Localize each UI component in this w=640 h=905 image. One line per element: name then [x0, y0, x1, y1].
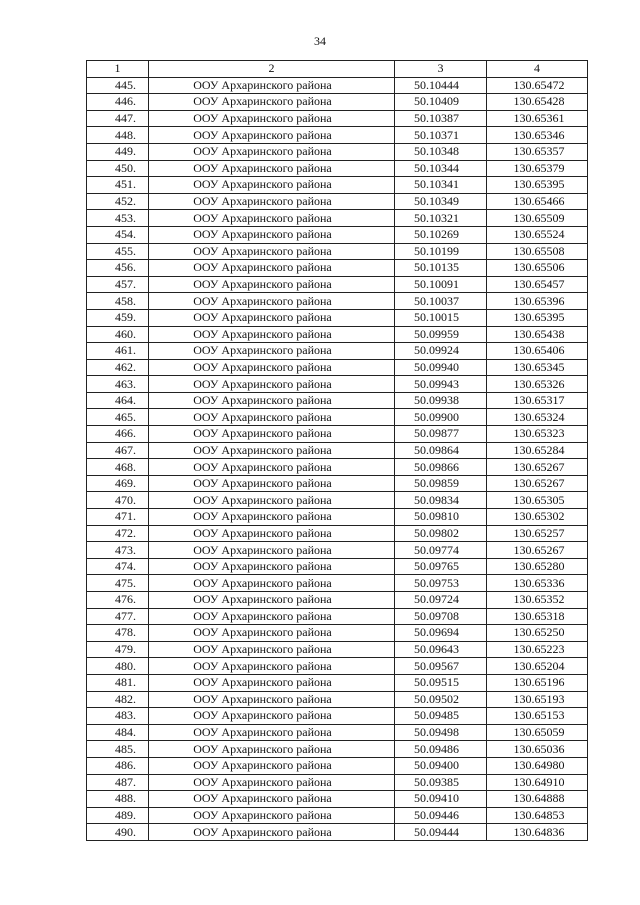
- row-number: 481.: [87, 674, 149, 691]
- row-number: 488.: [87, 791, 149, 808]
- organization-name: ООУ Архаринского района: [149, 359, 395, 376]
- row-number: 457.: [87, 276, 149, 293]
- table-row: [87, 774, 588, 791]
- longitude-value: 130.65326: [487, 376, 588, 393]
- table-row: [87, 542, 588, 559]
- organization-name: ООУ Архаринского района: [149, 708, 395, 725]
- latitude-value: 50.09643: [395, 641, 487, 658]
- organization-name: ООУ Архаринского района: [149, 824, 395, 841]
- latitude-value: 50.09515: [395, 674, 487, 691]
- row-number: 456.: [87, 260, 149, 277]
- latitude-value: 50.09877: [395, 426, 487, 443]
- table-row: [87, 625, 588, 642]
- table-row: [87, 791, 588, 808]
- organization-name: ООУ Архаринского района: [149, 409, 395, 426]
- latitude-value: 50.10037: [395, 293, 487, 310]
- longitude-value: 130.65153: [487, 708, 588, 725]
- organization-name: ООУ Архаринского района: [149, 210, 395, 227]
- organization-name: ООУ Архаринского района: [149, 741, 395, 758]
- longitude-value: 130.64853: [487, 807, 588, 824]
- longitude-value: 130.65361: [487, 110, 588, 127]
- latitude-value: 50.10409: [395, 94, 487, 111]
- table-row: [87, 409, 588, 426]
- table-row: [87, 326, 588, 343]
- table-row: [87, 110, 588, 127]
- table-row: [87, 210, 588, 227]
- latitude-value: 50.09502: [395, 691, 487, 708]
- organization-name: ООУ Архаринского района: [149, 160, 395, 177]
- table-row: [87, 276, 588, 293]
- organization-name: ООУ Архаринского района: [149, 625, 395, 642]
- organization-name: ООУ Архаринского района: [149, 260, 395, 277]
- table-row: [87, 807, 588, 824]
- row-number: 479.: [87, 641, 149, 658]
- table-row: [87, 691, 588, 708]
- latitude-value: 50.09943: [395, 376, 487, 393]
- latitude-value: 50.09694: [395, 625, 487, 642]
- row-number: 477.: [87, 608, 149, 625]
- row-number: 487.: [87, 774, 149, 791]
- longitude-value: 130.65466: [487, 193, 588, 210]
- table-row: [87, 741, 588, 758]
- latitude-value: 50.09834: [395, 492, 487, 509]
- row-number: 446.: [87, 94, 149, 111]
- row-number: 484.: [87, 724, 149, 741]
- longitude-value: 130.65336: [487, 575, 588, 592]
- table-row: [87, 459, 588, 476]
- row-number: 451.: [87, 177, 149, 194]
- organization-name: ООУ Архаринского района: [149, 442, 395, 459]
- latitude-value: 50.09724: [395, 592, 487, 609]
- table-row: [87, 575, 588, 592]
- organization-name: ООУ Архаринского района: [149, 724, 395, 741]
- organization-name: ООУ Архаринского района: [149, 177, 395, 194]
- table-row: [87, 309, 588, 326]
- table-row: [87, 343, 588, 360]
- table-row: [87, 492, 588, 509]
- longitude-value: 130.65267: [487, 475, 588, 492]
- longitude-value: 130.65223: [487, 641, 588, 658]
- longitude-value: 130.64888: [487, 791, 588, 808]
- table-row: [87, 658, 588, 675]
- longitude-value: 130.65305: [487, 492, 588, 509]
- row-number: 489.: [87, 807, 149, 824]
- latitude-value: 50.09708: [395, 608, 487, 625]
- table-row: [87, 475, 588, 492]
- table-row: [87, 426, 588, 443]
- table-row: [87, 177, 588, 194]
- organization-name: ООУ Архаринского района: [149, 77, 395, 94]
- longitude-value: 130.64910: [487, 774, 588, 791]
- latitude-value: 50.09385: [395, 774, 487, 791]
- longitude-value: 130.65280: [487, 558, 588, 575]
- coordinates-table: [86, 60, 588, 841]
- latitude-value: 50.09938: [395, 392, 487, 409]
- table-row: [87, 243, 588, 260]
- latitude-value: 50.10321: [395, 210, 487, 227]
- row-number: 483.: [87, 708, 149, 725]
- latitude-value: 50.10269: [395, 226, 487, 243]
- row-number: 461.: [87, 343, 149, 360]
- longitude-value: 130.64980: [487, 757, 588, 774]
- longitude-value: 130.65302: [487, 509, 588, 526]
- table-row: [87, 708, 588, 725]
- table-row: [87, 592, 588, 609]
- latitude-value: 50.09959: [395, 326, 487, 343]
- organization-name: ООУ Архаринского района: [149, 127, 395, 144]
- row-number: 478.: [87, 625, 149, 642]
- latitude-value: 50.09774: [395, 542, 487, 559]
- table-row: [87, 376, 588, 393]
- latitude-value: 50.09485: [395, 708, 487, 725]
- latitude-value: 50.10371: [395, 127, 487, 144]
- organization-name: ООУ Архаринского района: [149, 226, 395, 243]
- latitude-value: 50.10349: [395, 193, 487, 210]
- longitude-value: 130.65036: [487, 741, 588, 758]
- longitude-value: 130.65395: [487, 309, 588, 326]
- longitude-value: 130.65284: [487, 442, 588, 459]
- organization-name: ООУ Архаринского района: [149, 691, 395, 708]
- latitude-value: 50.10199: [395, 243, 487, 260]
- row-number: 454.: [87, 226, 149, 243]
- organization-name: ООУ Архаринского района: [149, 674, 395, 691]
- organization-name: ООУ Архаринского района: [149, 575, 395, 592]
- row-number: 471.: [87, 509, 149, 526]
- latitude-value: 50.10091: [395, 276, 487, 293]
- longitude-value: 130.65379: [487, 160, 588, 177]
- table-header-row: [87, 61, 588, 78]
- longitude-value: 130.65257: [487, 525, 588, 542]
- longitude-value: 130.65318: [487, 608, 588, 625]
- longitude-value: 130.65345: [487, 359, 588, 376]
- row-number: 464.: [87, 392, 149, 409]
- table-row: [87, 260, 588, 277]
- table-row: [87, 226, 588, 243]
- latitude-value: 50.10387: [395, 110, 487, 127]
- table-row: [87, 359, 588, 376]
- longitude-value: 130.65357: [487, 143, 588, 160]
- longitude-value: 130.65193: [487, 691, 588, 708]
- organization-name: ООУ Архаринского района: [149, 525, 395, 542]
- organization-name: ООУ Архаринского района: [149, 343, 395, 360]
- organization-name: ООУ Архаринского района: [149, 791, 395, 808]
- organization-name: ООУ Архаринского района: [149, 807, 395, 824]
- column-header-1: 1: [87, 61, 149, 78]
- organization-name: ООУ Архаринского района: [149, 475, 395, 492]
- organization-name: ООУ Архаринского района: [149, 426, 395, 443]
- latitude-value: 50.10341: [395, 177, 487, 194]
- latitude-value: 50.09924: [395, 343, 487, 360]
- organization-name: ООУ Архаринского района: [149, 143, 395, 160]
- longitude-value: 130.65317: [487, 392, 588, 409]
- row-number: 473.: [87, 542, 149, 559]
- latitude-value: 50.10344: [395, 160, 487, 177]
- table-row: [87, 608, 588, 625]
- organization-name: ООУ Архаринского района: [149, 608, 395, 625]
- longitude-value: 130.65395: [487, 177, 588, 194]
- row-number: 468.: [87, 459, 149, 476]
- longitude-value: 130.65428: [487, 94, 588, 111]
- table-row: [87, 293, 588, 310]
- table-row: [87, 509, 588, 526]
- latitude-value: 50.09486: [395, 741, 487, 758]
- longitude-value: 130.65508: [487, 243, 588, 260]
- organization-name: ООУ Архаринского района: [149, 309, 395, 326]
- longitude-value: 130.65267: [487, 542, 588, 559]
- longitude-value: 130.65059: [487, 724, 588, 741]
- table-row: [87, 143, 588, 160]
- row-number: 462.: [87, 359, 149, 376]
- organization-name: ООУ Архаринского района: [149, 641, 395, 658]
- organization-name: ООУ Архаринского района: [149, 293, 395, 310]
- row-number: 459.: [87, 309, 149, 326]
- longitude-value: 130.65352: [487, 592, 588, 609]
- organization-name: ООУ Архаринского района: [149, 774, 395, 791]
- row-number: 480.: [87, 658, 149, 675]
- longitude-value: 130.65204: [487, 658, 588, 675]
- row-number: 455.: [87, 243, 149, 260]
- latitude-value: 50.09810: [395, 509, 487, 526]
- longitude-value: 130.65472: [487, 77, 588, 94]
- table-row: [87, 641, 588, 658]
- organization-name: ООУ Архаринского района: [149, 542, 395, 559]
- organization-name: ООУ Архаринского района: [149, 658, 395, 675]
- organization-name: ООУ Архаринского района: [149, 509, 395, 526]
- organization-name: ООУ Архаринского района: [149, 757, 395, 774]
- organization-name: ООУ Архаринского района: [149, 243, 395, 260]
- table-row: [87, 160, 588, 177]
- row-number: 474.: [87, 558, 149, 575]
- organization-name: ООУ Архаринского района: [149, 326, 395, 343]
- latitude-value: 50.10348: [395, 143, 487, 160]
- longitude-value: 130.64836: [487, 824, 588, 841]
- table-row: [87, 193, 588, 210]
- row-number: 475.: [87, 575, 149, 592]
- row-number: 460.: [87, 326, 149, 343]
- latitude-value: 50.09446: [395, 807, 487, 824]
- organization-name: ООУ Архаринского района: [149, 492, 395, 509]
- latitude-value: 50.09866: [395, 459, 487, 476]
- longitude-value: 130.65346: [487, 127, 588, 144]
- column-header-2: 2: [149, 61, 395, 78]
- organization-name: ООУ Архаринского района: [149, 592, 395, 609]
- latitude-value: 50.09444: [395, 824, 487, 841]
- table-row: [87, 674, 588, 691]
- row-number: 447.: [87, 110, 149, 127]
- row-number: 485.: [87, 741, 149, 758]
- table-row: [87, 77, 588, 94]
- row-number: 458.: [87, 293, 149, 310]
- page-number: 34: [314, 34, 326, 48]
- table-row: [87, 127, 588, 144]
- latitude-value: 50.09400: [395, 757, 487, 774]
- latitude-value: 50.09410: [395, 791, 487, 808]
- row-number: 482.: [87, 691, 149, 708]
- column-header-3: 3: [395, 61, 487, 78]
- longitude-value: 130.65196: [487, 674, 588, 691]
- longitude-value: 130.65250: [487, 625, 588, 642]
- organization-name: ООУ Архаринского района: [149, 276, 395, 293]
- latitude-value: 50.09802: [395, 525, 487, 542]
- latitude-value: 50.10444: [395, 77, 487, 94]
- longitude-value: 130.65524: [487, 226, 588, 243]
- row-number: 465.: [87, 409, 149, 426]
- table-body: [87, 77, 588, 840]
- longitude-value: 130.65438: [487, 326, 588, 343]
- row-number: 463.: [87, 376, 149, 393]
- row-number: 448.: [87, 127, 149, 144]
- organization-name: ООУ Архаринского района: [149, 376, 395, 393]
- latitude-value: 50.09765: [395, 558, 487, 575]
- table-row: [87, 724, 588, 741]
- latitude-value: 50.10015: [395, 309, 487, 326]
- longitude-value: 130.65406: [487, 343, 588, 360]
- row-number: 466.: [87, 426, 149, 443]
- organization-name: ООУ Архаринского района: [149, 558, 395, 575]
- organization-name: ООУ Архаринского района: [149, 459, 395, 476]
- row-number: 449.: [87, 143, 149, 160]
- latitude-value: 50.09864: [395, 442, 487, 459]
- row-number: 452.: [87, 193, 149, 210]
- organization-name: ООУ Архаринского района: [149, 392, 395, 409]
- row-number: 445.: [87, 77, 149, 94]
- latitude-value: 50.09900: [395, 409, 487, 426]
- row-number: 450.: [87, 160, 149, 177]
- row-number: 470.: [87, 492, 149, 509]
- organization-name: ООУ Архаринского района: [149, 110, 395, 127]
- row-number: 472.: [87, 525, 149, 542]
- organization-name: ООУ Архаринского района: [149, 94, 395, 111]
- table-row: [87, 824, 588, 841]
- table-row: [87, 94, 588, 111]
- row-number: 476.: [87, 592, 149, 609]
- latitude-value: 50.09753: [395, 575, 487, 592]
- longitude-value: 130.65457: [487, 276, 588, 293]
- table-row: [87, 757, 588, 774]
- table-row: [87, 525, 588, 542]
- longitude-value: 130.65396: [487, 293, 588, 310]
- latitude-value: 50.09940: [395, 359, 487, 376]
- longitude-value: 130.65506: [487, 260, 588, 277]
- table-row: [87, 442, 588, 459]
- row-number: 490.: [87, 824, 149, 841]
- longitude-value: 130.65324: [487, 409, 588, 426]
- latitude-value: 50.09859: [395, 475, 487, 492]
- row-number: 467.: [87, 442, 149, 459]
- column-header-4: 4: [487, 61, 588, 78]
- organization-name: ООУ Архаринского района: [149, 193, 395, 210]
- longitude-value: 130.65323: [487, 426, 588, 443]
- latitude-value: 50.09498: [395, 724, 487, 741]
- row-number: 469.: [87, 475, 149, 492]
- latitude-value: 50.10135: [395, 260, 487, 277]
- longitude-value: 130.65509: [487, 210, 588, 227]
- table-row: [87, 558, 588, 575]
- table-row: [87, 392, 588, 409]
- row-number: 453.: [87, 210, 149, 227]
- latitude-value: 50.09567: [395, 658, 487, 675]
- row-number: 486.: [87, 757, 149, 774]
- longitude-value: 130.65267: [487, 459, 588, 476]
